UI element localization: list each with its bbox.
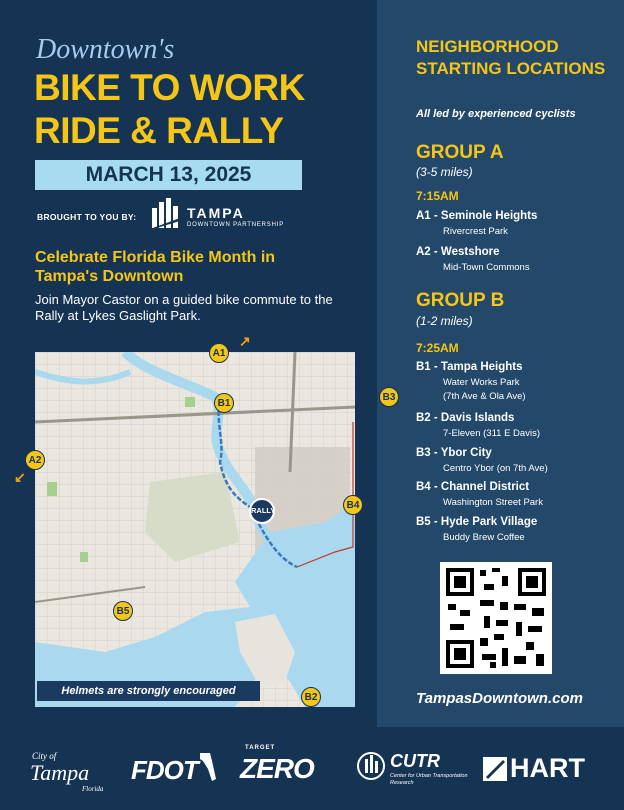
map-graphic	[35, 352, 355, 707]
tampa-downtown-partnership-logo-icon	[150, 198, 180, 230]
map-marker-a2[interactable]: A2	[25, 450, 45, 470]
location-b2-label: B2 - Davis Islands	[416, 412, 515, 424]
downtowns-script-title: Downtown's	[36, 34, 175, 65]
a1-direction-arrow-icon: ↗	[239, 333, 251, 349]
florida-shape-icon	[200, 753, 216, 781]
location-a2-label: A2 - Westshore	[416, 246, 500, 258]
location-b5-place: Buddy Brew Coffee	[443, 532, 525, 543]
helmet-notice: Helmets are strongly encouraged	[37, 681, 260, 701]
location-b3-place: Centro Ybor (on 7th Ave)	[443, 463, 548, 474]
headline-line2: RIDE & RALLY	[34, 110, 284, 151]
a2-direction-arrow-icon: ↙	[14, 469, 26, 485]
location-b1-label: B1 - Tampa Heights	[416, 361, 523, 373]
group-a-distance: (3-5 miles)	[416, 165, 473, 179]
map-marker-b4[interactable]: B4	[343, 495, 363, 515]
location-a1-label: A1 - Seminole Heights	[416, 210, 538, 222]
join-description: Join Mayor Castor on a guided bike commute to the Rally at Lykes Gaslight Park.	[35, 292, 333, 323]
group-a-heading: GROUP A	[416, 142, 504, 163]
map-marker-a1[interactable]: A1	[209, 343, 229, 363]
qr-code[interactable]	[440, 562, 552, 674]
fdot-logo: FDOT	[131, 755, 198, 785]
cutr-logo: CUTR	[390, 751, 440, 771]
brought-by-label: BROUGHT TO YOU BY:	[37, 212, 137, 222]
group-b-distance: (1-2 miles)	[416, 314, 473, 328]
celebrate-heading: Celebrate Florida Bike Month in Tampa's Downtown	[35, 249, 276, 285]
location-b1-place-detail: (7th Ave & Ola Ave)	[443, 391, 526, 402]
locations-subtitle: All led by experienced cyclists	[416, 108, 576, 120]
location-b4-label: B4 - Channel District	[416, 481, 530, 493]
sponsor-subtitle: DOWNTOWN PARTNERSHIP	[187, 222, 285, 228]
location-b5-label: B5 - Hyde Park Village	[416, 516, 538, 528]
map-marker-b2[interactable]: B2	[301, 687, 321, 707]
location-b4-place: Washington Street Park	[443, 497, 543, 508]
city-of-label: City of	[32, 751, 57, 761]
cutr-emblem-icon	[357, 749, 385, 783]
qr-code-icon	[440, 562, 552, 674]
hart-emblem-icon	[483, 757, 507, 781]
location-a1-place: Rivercrest Park	[443, 226, 508, 237]
footer-logos	[0, 727, 624, 810]
headline-line1: BIKE TO WORK	[34, 67, 305, 108]
rally-marker[interactable]: RALLY	[249, 498, 275, 524]
city-of-tampa-logo: Tampa	[30, 760, 90, 785]
cutr-subtitle: Center for Urban Transportation Research	[390, 773, 468, 786]
locations-title: NEIGHBORHOOD STARTING LOCATIONS	[416, 37, 606, 78]
location-b2-place: 7-Eleven (311 E Davis)	[443, 428, 540, 439]
group-b-heading: GROUP B	[416, 290, 505, 311]
route-map	[35, 352, 355, 707]
city-state-label: Florida	[82, 785, 104, 793]
map-marker-b5[interactable]: B5	[113, 601, 133, 621]
location-b3-label: B3 - Ybor City	[416, 447, 492, 459]
map-marker-b1[interactable]: B1	[214, 393, 234, 413]
website-link[interactable]: TampasDowntown.com	[416, 690, 583, 707]
location-b1-place: Water Works Park	[443, 377, 520, 388]
map-marker-b3[interactable]: B3	[379, 387, 399, 407]
group-a-time: 7:15AM	[416, 189, 459, 203]
location-a2-place: Mid-Town Commons	[443, 262, 530, 273]
event-date: MARCH 13, 2025	[35, 160, 302, 190]
target-zero-logo: ZERO	[240, 753, 314, 784]
hart-logo: HART	[510, 753, 585, 783]
target-label: TARGET	[245, 745, 276, 751]
group-b-time: 7:25AM	[416, 341, 459, 355]
sponsor-name: TAMPA	[187, 205, 245, 221]
